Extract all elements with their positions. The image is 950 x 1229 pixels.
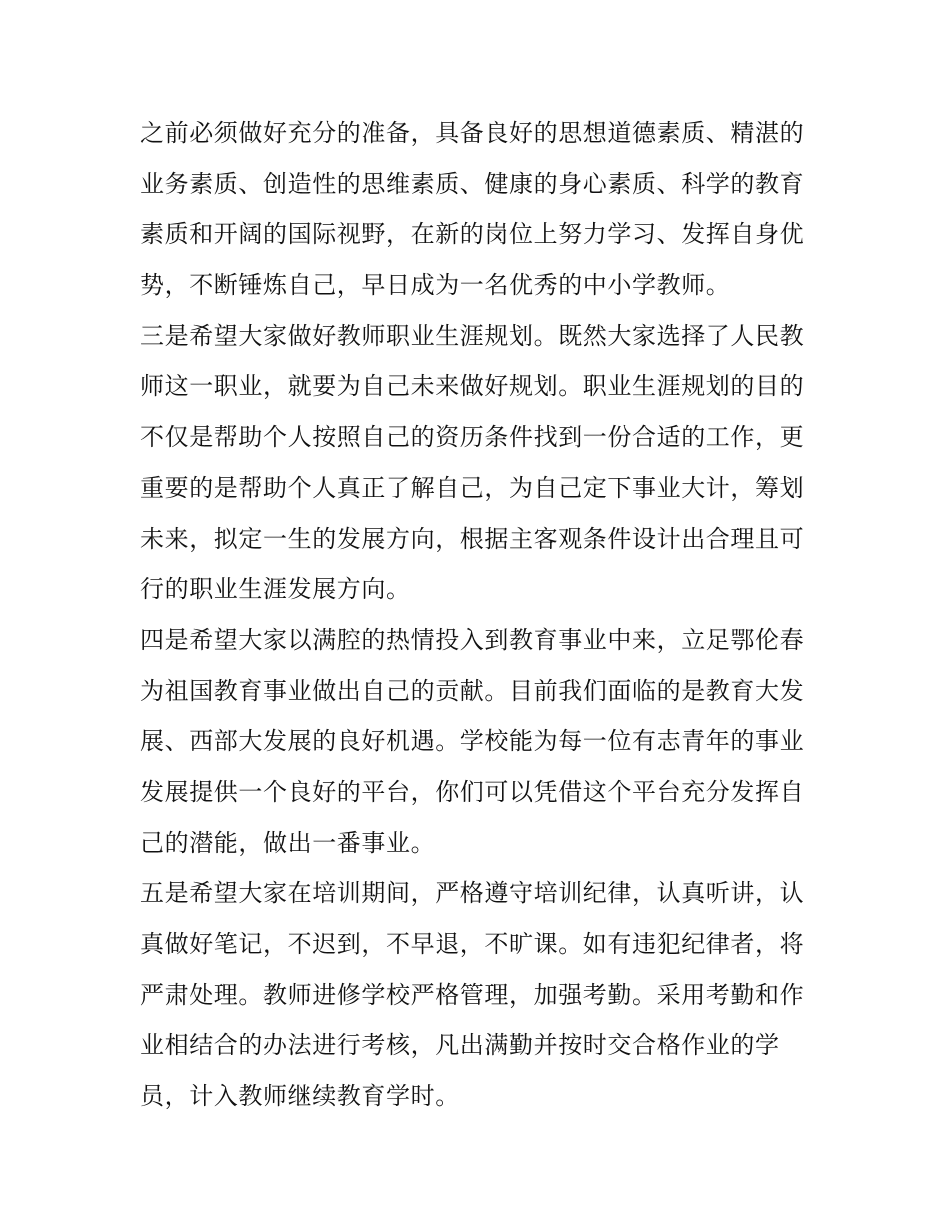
text-line: 真做好笔记，不迟到，不早退，不旷课。如有违犯纪律者，将 xyxy=(140,930,805,958)
text-line: 未来，拟定一生的发展方向，根据主客观条件设计出合理且可 xyxy=(140,524,805,553)
text-line: 四是希望大家以满腔的热情投入到教育事业中来，立足鄂伦春 xyxy=(140,625,805,654)
text-line: 展、西部大发展的良好机遇。学校能为每一位有志青年的事业 xyxy=(140,727,805,756)
paragraph-training-discipline xyxy=(140,868,820,1121)
text-line: 师这一职业，就要为自己未来做好规划。职业生涯规划的目的 xyxy=(140,372,805,401)
text-line: 素质和开阔的国际视野，在新的岗位上努力学习、发挥自身优 xyxy=(140,220,805,249)
text-line: 五是希望大家在培训期间，严格遵守培训纪律，认真听讲，认 xyxy=(140,879,805,908)
text-line: 之前必须做好充分的准备，具备良好的思想道德素质、精湛的 xyxy=(140,119,805,147)
paragraph-career-planning xyxy=(140,311,820,615)
document-body xyxy=(140,108,820,1122)
text-line: 行的职业生涯发展方向。 xyxy=(140,575,411,604)
text-line: 员，计入教师继续教育学时。 xyxy=(140,1082,460,1111)
text-line: 业务素质、创造性的思维素质、健康的身心素质、科学的教育 xyxy=(140,169,805,198)
text-line: 发展提供一个良好的平台，你们可以凭借这个平台充分发挥自 xyxy=(140,777,805,806)
text-line: 重要的是帮助个人真正了解自己，为自己定下事业大计，筹划 xyxy=(140,473,805,502)
text-line: 不仅是帮助个人按照自己的资历条件找到一份合适的工作，更 xyxy=(140,423,805,452)
paragraph-preparation xyxy=(140,108,820,311)
text-line: 严肃处理。教师进修学校严格管理，加强考勤。采用考勤和作 xyxy=(140,980,805,1009)
text-line: 三是希望大家做好教师职业生涯规划。既然大家选择了人民教 xyxy=(140,321,805,350)
text-line: 势，不断锤炼自己，早日成为一名优秀的中小学教师。 xyxy=(140,271,731,300)
text-line: 为祖国教育事业做出自己的贡献。目前我们面临的是教育大发 xyxy=(140,676,805,705)
text-line: 业相结合的办法进行考核，凡出满勤并按时交合格作业的学 xyxy=(140,1031,780,1060)
paragraph-dedication xyxy=(140,615,820,868)
text-line: 己的潜能，做出一番事业。 xyxy=(140,828,436,857)
